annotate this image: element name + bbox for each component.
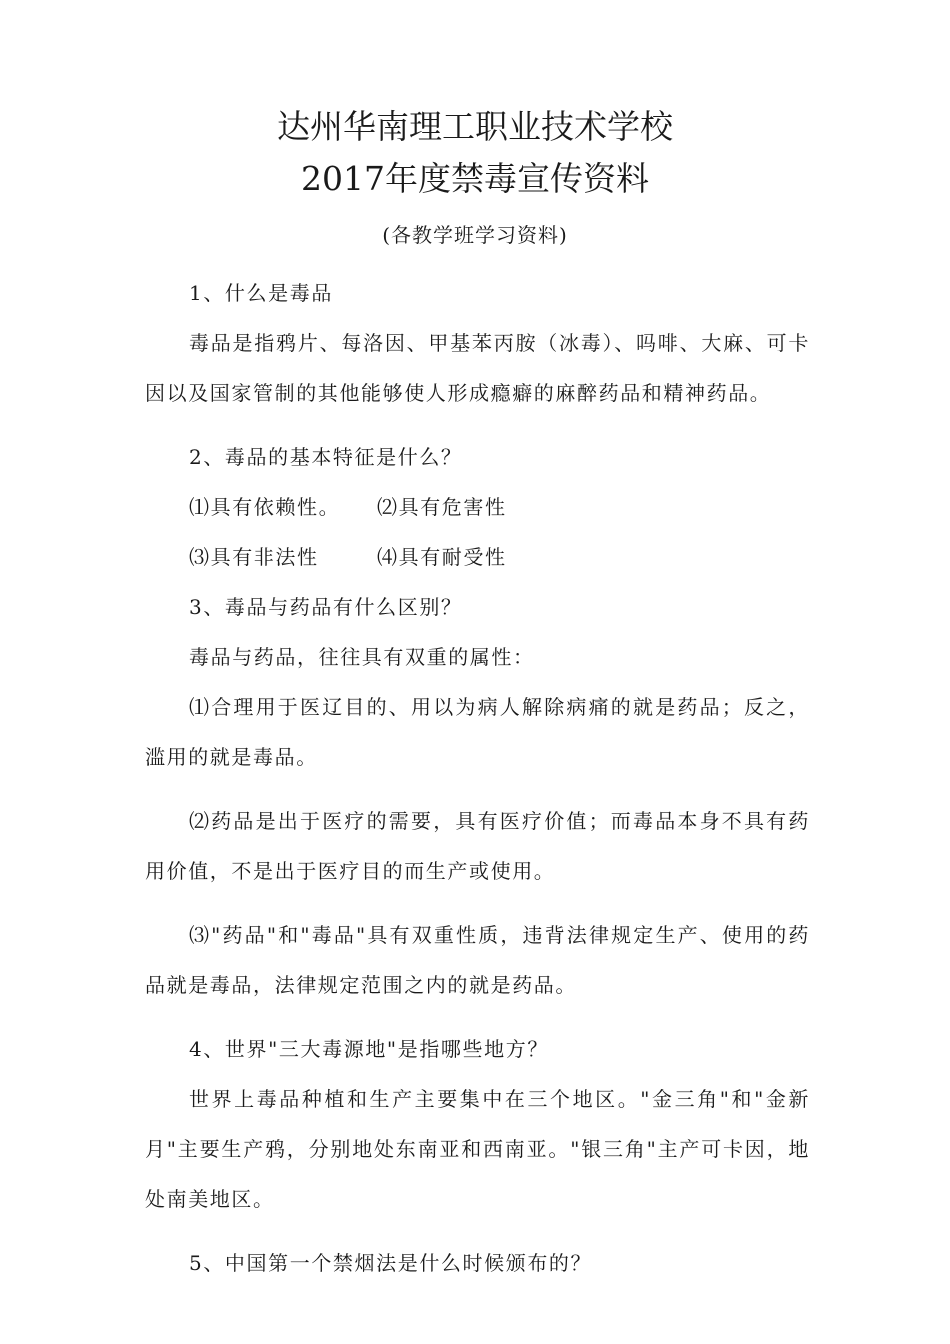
feature-row-2 [145,532,810,582]
answer-3-intro: 毒品与药品，往往具有双重的属性： [189,645,535,669]
question-4: 4、世界"三大毒源地"是指哪些地方？ [189,1037,549,1061]
document-subtitle: (各教学班学习资料) [382,223,568,247]
answer-4: 世界上毒品种植和生产主要集中在三个地区。"金三角"和"金新月"主要生产鸦，分别地处东南亚和西南亚。"银三角"主产可卡因，地处南美地区。 [145,1087,811,1211]
answer-3-point: ⑶"药品"和"毒品"具有双重性质，违背法律规定生产、使用的药品就是毒品，法律规定范围之内的就是药品。 [145,923,810,997]
document-title-line2: 2017年度禁毒宣传资料 [301,159,649,198]
question-2: 2、毒品的基本特征是什么？ [189,445,463,469]
question-5: 5、中国第一个禁烟法是什么时候颁布的？ [189,1251,593,1275]
answer-1: 毒品是指鸦片、每洛因、甲基苯丙胺（冰毒）、吗啡、大麻、可卡因以及国家管制的其他能够使人形成瘾癖的麻醉药品和精神药品。 [145,331,810,405]
question-3: 3、毒品与药品有什么区别？ [189,595,463,619]
feature-row-1 [145,482,810,532]
feature-item: ⑷具有耐受性 [377,545,507,569]
feature-item: ⑶具有非法性 [189,545,319,569]
answer-3-point: ⑴合理用于医辽目的、用以为病人解除病痛的就是药品；反之，滥用的就是毒品。 [145,695,810,769]
feature-item: ⑵具有危害性 [377,495,507,519]
document-body [145,268,810,1288]
document-title-line1: 达州华南理工职业技术学校 [277,107,673,146]
feature-item: ⑴具有依赖性。 [189,495,341,519]
answer-3-point: ⑵药品是出于医疗的需要，具有医疗价值；而毒品本身不具有药用价值，不是出于医疗目的而生产或使用。 [145,809,810,883]
question-1: 1、什么是毒品 [189,281,333,305]
